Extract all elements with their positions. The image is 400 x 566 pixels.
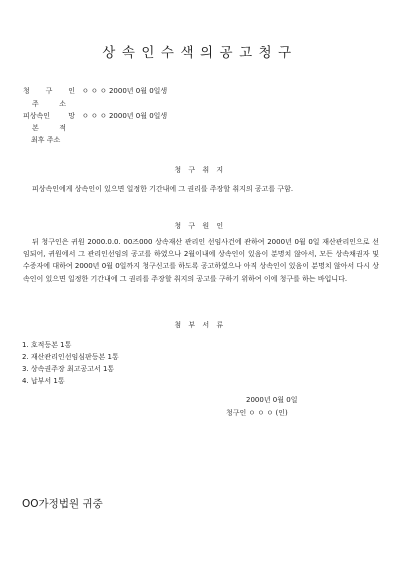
claimant-value: ㅇ ㅇ ㅇ 2000년 0월 0일생 (82, 87, 168, 95)
decedent-label: 피상속인 망 (23, 112, 75, 120)
decedent-value: ㅇ ㅇ ㅇ 2000년 0월 0일생 (82, 112, 168, 120)
registry-label: 본 적 (32, 124, 66, 132)
court-addressee: OO가정법원 귀중 (22, 498, 103, 510)
attachment-item: 2. 재산관리인선임심판등본 1통 (22, 353, 119, 361)
signature-line: 청구인 ㅇ ㅇ ㅇ (인) (226, 409, 288, 417)
attachment-item: 4. 납부서 1통 (22, 377, 65, 385)
attachments-heading: 첨 부 서 류 (174, 321, 226, 329)
purpose-text: 피상속인에게 상속인이 있으면 일정한 기간내에 그 권리를 주장할 취지의 공고를 구함. (32, 185, 294, 193)
cause-text: 뒤 청구인은 귀원 2000.0.0. 00즈000 상속재산 관리인 선임사건에 관하여 2000년 0월 0일 재산관리인으로 선임되어, 귀원에서 그 관리인선임의 공고를 하였으나 2월이내에 상속인이 있음이 분명치 않아서, 모든 상속채권자 및 수증자에 대하여 2000년 0월 0일까지 청구신고를 하도록 공고하였으나 아직 상속인이 있음이 분명치 않아서 다시 상속인이 있으면 일정한 기간내에 그 권리를 주장할 취지의 공고를 구하기 위하여 이에 청구를 하는 바입니다. (23, 238, 379, 283)
claimant-label: 청 구 인 (23, 87, 75, 95)
purpose-heading: 청 구 취 지 (174, 166, 226, 174)
claimant-address-label: 주 소 (32, 100, 66, 108)
attachment-item: 3. 상속권주장 최고공고서 1통 (22, 365, 115, 373)
document-title: 상속인수색의공고청구 (102, 45, 298, 61)
last-address-label: 최후 주소 (31, 136, 61, 144)
cause-heading: 청 구 원 인 (174, 222, 226, 230)
attachment-item: 1. 호적등본 1통 (22, 341, 72, 349)
document-date: 2000년 0월 0일 (246, 396, 298, 404)
